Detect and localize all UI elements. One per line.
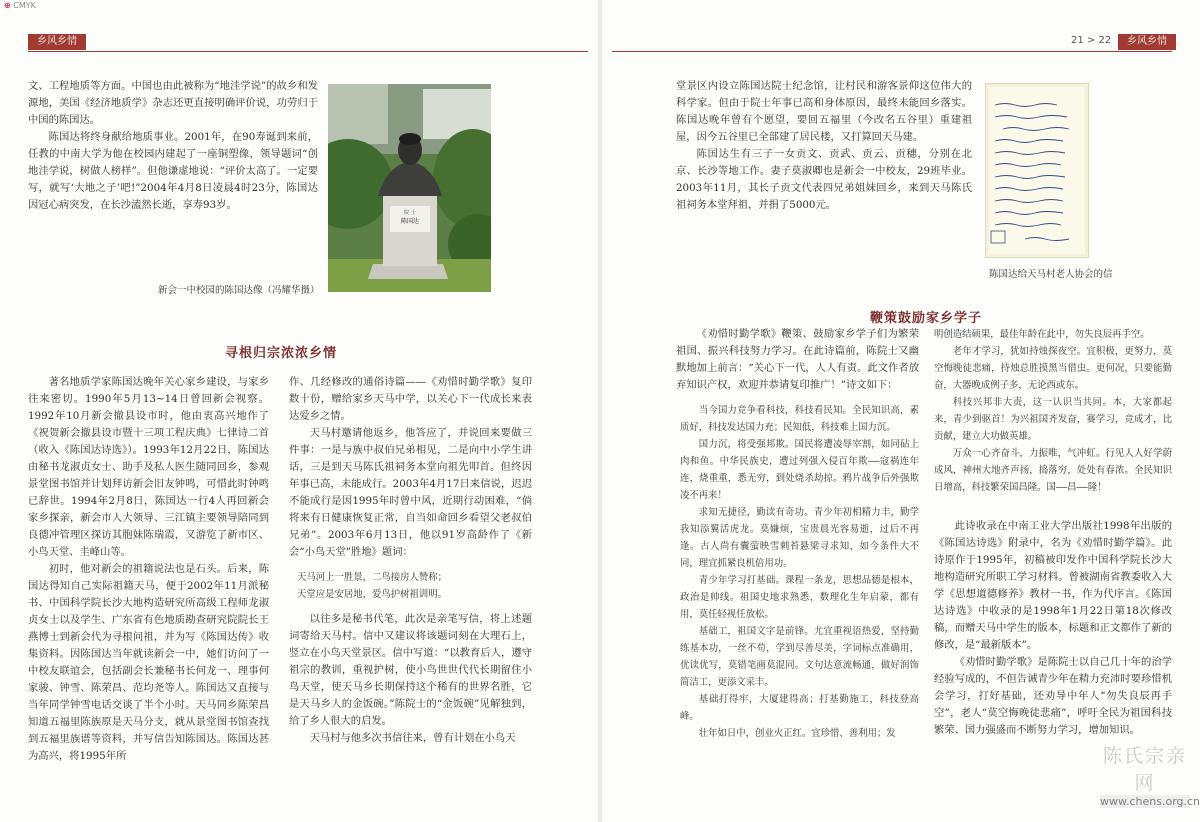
paragraph: 天马村与他多次书信往来，曾有计划在小鸟天	[309, 732, 516, 744]
paragraph: 以往多是秘书代笔，此次是亲笔写信，将上述题词寄给天马村。信中又建议将该题词刻在大理石上，竖立在小鸟天堂景区。信中写道：“以教育后人，遵守祖宗的教训，重视护树，使小鸟世世代代长期留住小鸟天堂，使天马乡长期保持这个稀有的世界名胜，它是天马乡人的金饭碗。”陈院士的“金饭碗”见解独到，给了乡人很大的启发。	[289, 613, 532, 727]
header-rule-left	[28, 51, 588, 52]
left-col1-bottom	[28, 374, 269, 765]
letter-caption: 陈国达给天马村老人协会的信	[989, 269, 1113, 280]
poem-stanza: 基础工，祖国文字是前锋。尤宜重视语热爱，坚持勤练基本功，一丝不苟，学到尽善尽美，字词标点准确用，优读优写，莫错笔画莫混同。文句达意流畅通，做好润饰简洁工，更添文采丰。	[680, 626, 919, 688]
photo-caption: 新会一中校园的陈国达像（冯耀华摄）	[158, 285, 320, 296]
statue-image	[328, 84, 491, 292]
left-col1-top	[28, 78, 318, 214]
poem-stanza: 老年才学习，犹如持烛探夜空。宜积极，更努力，莫空悔晚徒悲痛，持烛总胜摸黑当借虫。更何况，只要能勤奋，大器晚成例子多，无论西或东。	[934, 346, 1172, 391]
section-heading-left: 寻根归宗浓浓乡情	[225, 346, 338, 361]
left-col2	[289, 374, 532, 747]
section-heading-right: 鞭策鼓励家乡学子	[870, 311, 983, 326]
right-page	[602, 0, 1200, 822]
poem-stanza: 壮年如日中，创业火正红。宜珍惜、善利用；发	[698, 728, 896, 739]
poem-stanza: 求知无捷径，勤读有奇功。青少年初相精力丰，勤学我知添翼活虎龙。莫嫌烦，宝贵晨光容易逝，过后不再逢。古人尚有囊萤映雪刺苔悬梁寻求知，如今条件大不同，理宜抓紧良机倍用功。	[680, 507, 919, 569]
inscription-poem	[297, 569, 532, 603]
section-tag-right: 乡风乡情	[1118, 34, 1176, 50]
right-col2	[934, 326, 1172, 739]
letter-photo	[985, 83, 1089, 258]
paragraph: 初时，他对新会的祖籍说法也是石头。后来，陈国达得知自己实际祖籍天马，便于2002年11月派秘书、中国科学院长沙大地构造研究所高级工程师龙淑贞女士以及学生、广东省有色地质勘查研究院院长王燕博士到新会代为寻根问祖，并为写《陈国达传》收集资料。因陈国达当年就读新会一中，她们访问了一中校友联谊会，包括副会长兼秘书长何龙一、理事何家骏、钟雪、陈荣昌、范均尧等人。陈国达又直接与当年同学钟雪电话交谈了半个小时。天马同乡陈荣昌知道五福里陈族原是天马分支，就从景堂图书馆查找到五福里族谱等资料，并写信告知陈国达。陈国达甚为高兴，将1995年所	[28, 563, 269, 762]
site-watermark	[1100, 741, 1200, 808]
watermark-url: www.chens.org.cn	[1100, 795, 1200, 808]
poem-stanza: 青少年学习打基础。课程一条龙，思想品德是根本，政治是帅线。祖国史地求熟悉，数理化生年启蒙，都有用，莫任轻视任放松。	[680, 575, 919, 620]
paragraph: 此诗收录在中南工业大学出版社1998年出版的《陈国达诗选》附录中，名为《劝惜时勤学篇》。此诗原作于1995年，初稿被印发作中国科学院长沙大地构造研究所职工学习材料。曾被湖南省教委收入大学《思想道德修养》教材一书，作为代序言。《陈国达诗选》中收录的是1998年1月22日第18次修改稿，而赠天马中学生的版本，标题和正文都作了新的修改，是“最新版本”。	[934, 520, 1172, 651]
poem-line: 天马河上一胜景，二鸟接房人赞称；	[297, 572, 448, 583]
poem-line: 天堂应是安居地，爱鸟护树祖训明。	[297, 589, 448, 600]
watermark-title: 陈氏宗亲网	[1102, 745, 1187, 794]
left-page	[0, 0, 598, 822]
statue-plaque-text: 陈国达	[400, 218, 420, 225]
poem-stanza: 国力沉，将受强邦欺。国民将遭凌辱宰割，如同砧上肉和鱼。中华民族史，遭过列强入侵百年欺——寇祸连年连，烧重重，悉无穷，到处烧杀劫掠。鸦片战争后外强欺凌不再来！	[680, 439, 919, 501]
right-col1-bottom	[676, 326, 919, 750]
paragraph: 《劝惜时勤学歌》是陈院士以自己几十年的治学经验写成的，不但告诫青少年在精力充沛时要珍惜机会学习，打好基础，还劝导中年人“勿失良辰再手空”，老人“莫空悔晚徒悲痛”，呼吁全民为祖国科技繁荣、国力强盛而不断努力学习，增加知识。	[934, 656, 1172, 736]
paragraph: 作、几经修改的通俗诗篇——《劝惜时勤学歌》复印数十份，赠给家乡天马中学，以关心下一代成长来表达爱乡之情。	[289, 376, 532, 422]
paragraph: 著名地质学家陈国达晚年关心家乡建设，与家乡往来密切。1990年5月13~14日曾回新会视察。1992年10月新会撤县设市时，他由衷高兴地作了《祝贺新会撤县设市暨十三项工程庆典》七律诗二首（收入《陈国达诗选》）。1993年12月22日，陈国达由秘书龙淑贞女士、助手及私人医生随同回乡，参观景堂图书馆并计划拜访新会旧友钟鸣，可惜此时钟鸣已辞世。1994年2月8日，陈国达一行4人再回新会家乡探亲，新会市人大领导、三江镇主要领导陪同到良德冲管理区探访其胞妹陈瑞霞，又游览了新市区、小鸟天堂、圭峰山等。	[28, 376, 269, 558]
paragraph: 天马村邀请他返乡，他答应了，并说回来要做三件事：一是与族中叔伯兄弟相见，二是向中小学生讲话，三是到天马陈氏祖祠务本堂向祖先叩首。但终因年事已高，未能成行。2003年4月17日来信说，迟迟不能成行是因1995年时曾中风，近期行动困难，“倘将来有日健康恢复正常，自当如命回乡看望父老叔伯兄弟”。2003年6月13日，他以91岁高龄作了《新会“小鸟天堂”胜地》题词：	[289, 427, 532, 558]
header-rule-right	[612, 51, 1172, 52]
paragraph: 陈国达将终身献给地质事业。2001年，在90寿诞到来前，任教的中南大学为他在校园内建起了一座铜塑像，领导题词“创地洼学说，树做人榜样”。但他谦虚地说：“评价太高了。一定要写，就写‘大地之子’吧!”2004年4月8日凌晨4时23分，陈国达因冠心病突发，在长沙溘然长逝，享寿93岁。	[28, 131, 318, 211]
poem-stanza: 当今国力竞争看科技，科技看民知。全民知识高，素质好，科技发达国力充；民知低，科技难上国力沉。	[680, 405, 919, 433]
paragraph: 《劝惜时勤学歌》鞭策、鼓励家乡学子们为繁荣祖国、振兴科技努力学习。在此诗篇前，陈院士又幽默地加上前言：“关心下一代，人人有责。此文作者放弃知识产权，欢迎并恭请复印推广！”诗文如下：	[676, 328, 919, 391]
poem-stanza: 万众一心齐奋斗，力振唯，气冲虹。行见人人好学蔚成风，神州大地齐声扬，捣落穷，处处有春浓。全民知识日增高，科技繁荣国昌隆。国——昌——隆！	[934, 448, 1172, 493]
paragraph: 文、工程地质等方面。中国也由此被称为“地洼学说”的故乡和发源地，美国《经济地质学》杂志还更直接明确评价说，功劳归于中国的陈国达。	[28, 80, 318, 126]
poem-stanza: 基础打得牢，大厦建得高；打基勤施工，科技登高峰。	[680, 694, 919, 722]
study-poem-part2	[934, 326, 1172, 496]
svg-text:院 士: 院 士	[404, 210, 416, 216]
statue-photo	[328, 84, 491, 292]
poem-stanza: 明创造结硕果，最佳年龄在此中，勿失良辰再手空。	[934, 329, 1150, 340]
section-tag-left: 乡风乡情	[28, 34, 86, 50]
paragraph: 堂景区内设立陈国达院士纪念馆，让村民和游客景仰这位伟大的科学家。但由于院士年事已高和身体原因，最终未能回乡落实。陈国达晚年曾有个愿望，要回五福里（今改名五谷里）重建祖屋，因今五谷里已全部建了居民楼，又打算回天马建。	[676, 80, 972, 143]
right-col1-top	[676, 78, 972, 214]
study-poem-part1	[680, 402, 919, 742]
paragraph: 陈国达生有三子一女贡文、贡武、贡云、贡穗，分别在北京、长沙等地工作。妻子莫淑卿也是新会一中校友，29班毕业。2003年11月，其长子贡文代表四兄弟姐妹回乡，来到天马陈氏祖祠务本堂拜祖，并捐了5000元。	[676, 148, 972, 211]
cmyk-label: CMYK	[13, 1, 36, 10]
cmyk-mark: ⊕ CMYK	[4, 1, 36, 10]
poem-stanza: 科技兴邦非大责，这一认识当共同。本，大家都起来，青少到驱首！为兴祖国齐发奋，赛学习，竞成才，比贡献，建立大功做英雄。	[934, 397, 1172, 442]
page-numbers: 21 > 22	[1071, 35, 1112, 46]
handwritten-letter-image	[985, 83, 1089, 258]
